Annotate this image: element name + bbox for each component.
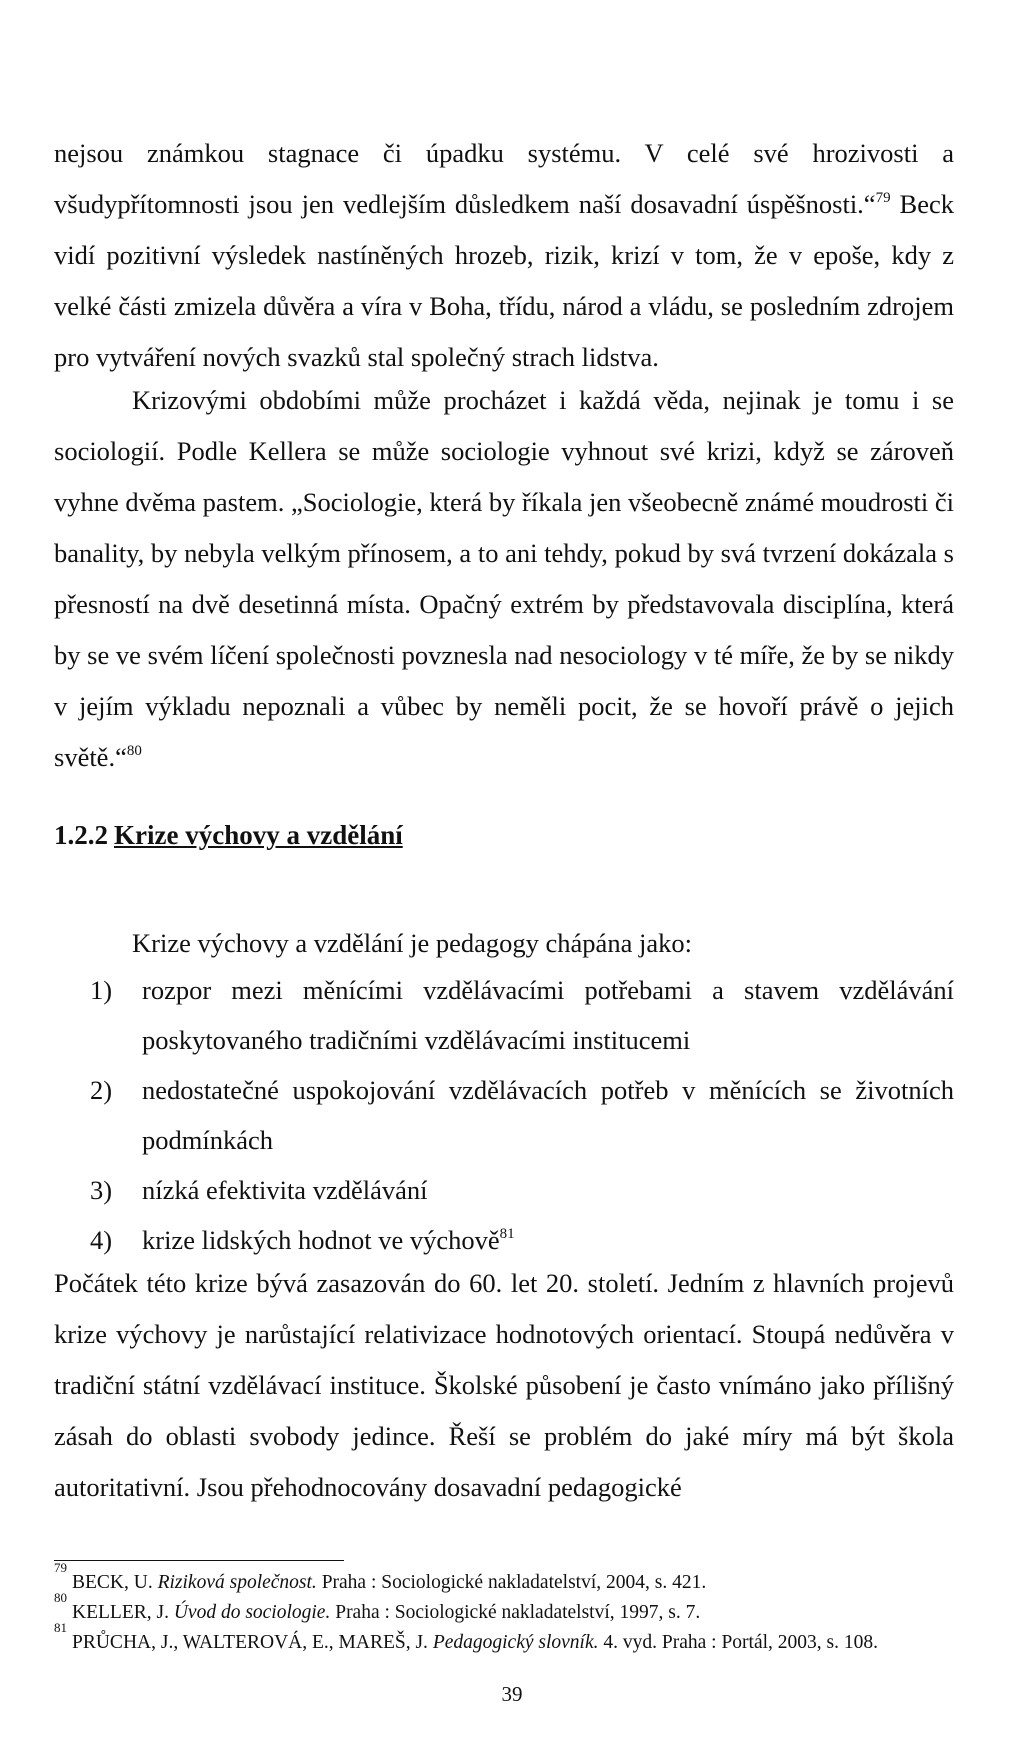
- section-title: Krize výchovy a vzdělání: [114, 820, 403, 850]
- paragraph-krizova-obdobi: [54, 375, 954, 783]
- footnote-79: 79 BECK, U. Riziková společnost. Praha : Sociologické nakladatelství, 2004, s. 421.: [54, 1560, 707, 1593]
- footnote-81: 81 PRŮCHA, J., WALTEROVÁ, E., MAREŠ, J. Pedagogický slovník. 4. vyd. Praha : Portál, 2003, s. 108.: [54, 1620, 878, 1653]
- section-number: 1.2.2: [54, 820, 108, 850]
- list-item-text: nízká efektivita vzdělávání: [142, 1175, 428, 1205]
- list-item-number: 2): [90, 1075, 113, 1105]
- list-item-text: nedostatečné uspokojování vzdělávacích potřeb v měnících se životních podmínkách: [142, 1075, 954, 1155]
- footnote-text-after: Praha : Sociologické nakladatelství, 2004, s. 421.: [316, 1572, 707, 1593]
- list-item: [54, 1165, 954, 1215]
- paragraph-intro-text-2: Beck vidí pozitivní výsledek nastíněných hrozeb, rizik, krizí v tom, že v epoše, kdy z velké části zmizela důvěra a víra v Boha, třídu, národ a vládu, se posledním zdrojem pro vytváření nových svazků stal společný strach lidstva.: [54, 189, 954, 372]
- section-heading: [54, 820, 403, 851]
- footnote-text-after: 4. vyd. Praha : Portál, 2003, s. 108.: [598, 1632, 878, 1653]
- footnote-80: 80 KELLER, J. Úvod do sociologie. Praha : Sociologické nakladatelství, 1997, s. 7.: [54, 1590, 701, 1623]
- numbered-list: [54, 965, 954, 1265]
- footnote-text: BECK, U.: [72, 1572, 158, 1593]
- list-item: [54, 965, 954, 1065]
- list-item-number: 3): [90, 1175, 113, 1205]
- paragraph-krizova-obdobi-text: Krizovými obdobími může procházet i každá věda, nejinak je tomu i se sociologií. Podle Kellera se může sociologie vyhnout své krizi, když se zároveň vyhne dvěma pastem. „Sociologie, která by říkala jen všeobecně známé moudrosti či banality, by nebyla velkým přínosem, a to ani tehdy, pokud by svá tvrzení dokázala s přesností na dvě desetinná místa. Opačný extrém by představovala disciplína, která by se ve svém líčení společnosti povznesla nad nesociology v té míře, že by se nikdy v jejím výkladu nepoznali a vůbec by neměli pocit, že se hovoří právě o jejich světě.“: [54, 385, 954, 772]
- footnote-title: Riziková společnost.: [157, 1572, 317, 1593]
- footnote-ref-79[interactable]: 79: [875, 190, 891, 206]
- footnote-title: Úvod do sociologie.: [173, 1602, 331, 1623]
- page-number: 39: [501, 1682, 523, 1706]
- footnotes: [54, 1560, 954, 1658]
- paragraph-pocatek: Počátek této krize bývá zasazován do 60. let 20. století. Jedním z hlavních projevů krize výchovy je narůstající relativizace hodnotových orientací. Stoupá nedůvěra v tradiční státní vzdělávací instituce. Školské působení je často vnímáno jako přílišný zásah do oblasti svobody jedince. Řeší se problém do jaké míry má být škola autoritativní. Jsou přehodnocovány dosavadní pedagogické: [54, 1268, 954, 1502]
- footnote-title: Pedagogický slovník.: [432, 1632, 599, 1653]
- footnote-ref-81[interactable]: 81: [499, 1226, 515, 1242]
- paragraph-intro: [54, 128, 954, 383]
- footnote-text: PRŮCHA, J., WALTEROVÁ, E., MAREŠ, J.: [72, 1632, 433, 1653]
- list-item-number: 1): [90, 975, 113, 1005]
- list-intro: Krize výchovy a vzdělání je pedagogy chápána jako:: [132, 928, 692, 958]
- footnote-ref-80[interactable]: 80: [126, 743, 142, 759]
- list-item: [54, 1065, 954, 1165]
- list-item-text: rozpor mezi měnícími vzdělávacími potřebami a stavem vzdělávání poskytovaného tradičními vzdělávacími institucemi: [142, 975, 954, 1055]
- footnote-text-after: Praha : Sociologické nakladatelství, 1997, s. 7.: [330, 1602, 701, 1623]
- footnote-text: KELLER, J.: [72, 1602, 174, 1623]
- paragraph-intro-text: nejsou známkou stagnace či úpadku systému. V celé své hrozivosti a všudypřítomnosti jsou jen vedlejším důsledkem naší dosavadní úspěšnosti.“: [54, 138, 954, 219]
- footnote-divider: [54, 1560, 344, 1561]
- list-item-text: krize lidských hodnot ve výchově: [142, 1225, 500, 1255]
- list-item-number: 4): [90, 1225, 113, 1255]
